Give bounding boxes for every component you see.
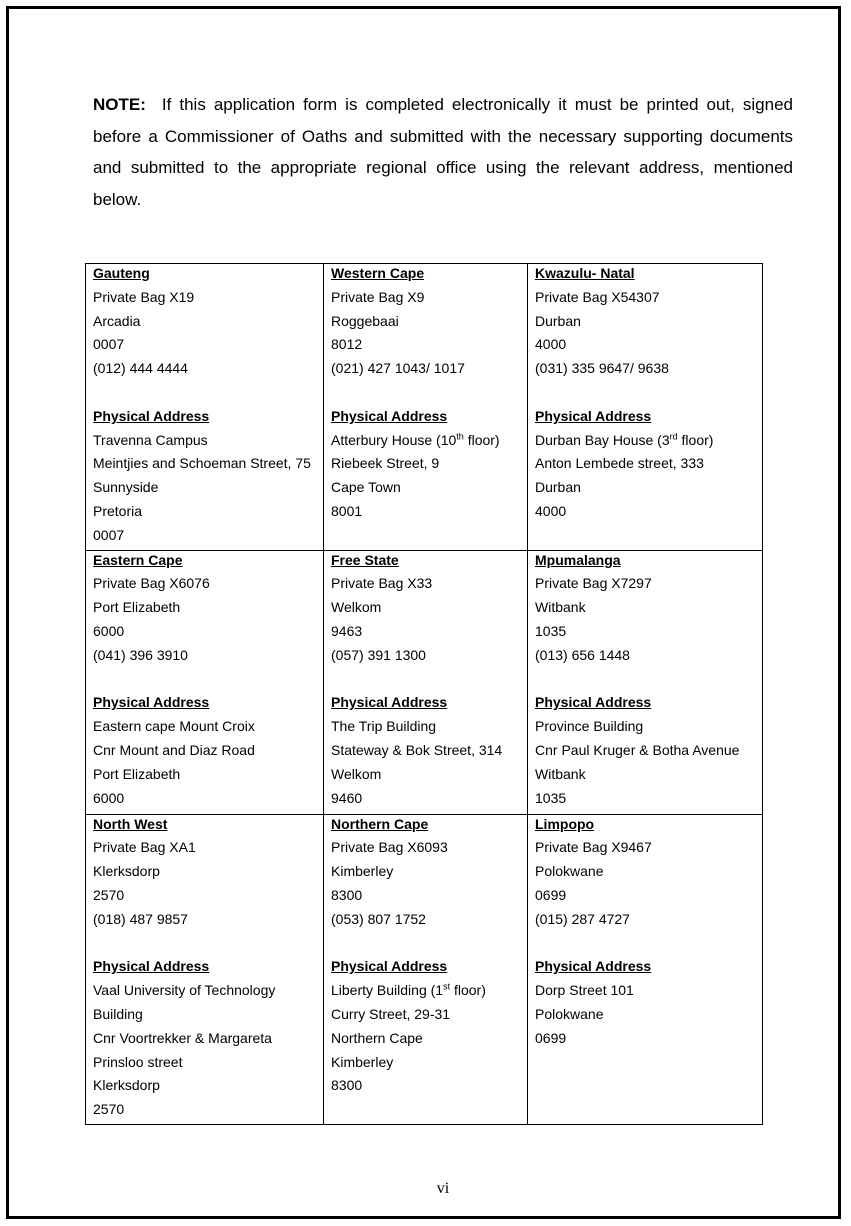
physical-line: The Trip Building [331, 718, 437, 735]
region-name: Kwazulu- Natal [535, 265, 635, 281]
physical-line: Province Building [535, 718, 644, 735]
postal-line: Roggebaai [331, 312, 399, 329]
spacer [93, 934, 323, 958]
postal-line: 0699 [535, 886, 567, 903]
physical-line: Klerksdorp [93, 1077, 160, 1094]
physical-address-heading: Physical Address [331, 694, 448, 711]
physical-line: Stateway & Bok Street, 314 [331, 741, 503, 758]
spacer [93, 383, 323, 407]
spacer [535, 934, 762, 958]
physical-line-text-after: floor) [677, 431, 714, 448]
postal-line: Private Bag XA1 [93, 839, 196, 856]
physical-line: Polokwane [535, 1005, 604, 1022]
physical-address-heading: Physical Address [331, 958, 448, 975]
postal-line: Welkom [331, 599, 382, 616]
spacer [535, 383, 762, 407]
physical-line [331, 431, 527, 455]
region-cell-western-cape [324, 264, 528, 551]
postal-line: (012) 444 4444 [93, 360, 188, 377]
ordinal-suffix: st [443, 981, 451, 992]
postal-line: 1035 [535, 622, 567, 639]
physical-line-text-after: floor) [463, 431, 500, 448]
physical-line: Meintjies and Schoeman Street, 75 [93, 455, 311, 472]
postal-line: Private Bag X9 [331, 288, 425, 305]
postal-line: 2570 [93, 886, 125, 903]
page-number: vi [436, 1180, 450, 1197]
physical-line: 8300 [331, 1077, 363, 1094]
region-cell-gauteng [86, 264, 324, 551]
physical-line: 0007 [93, 526, 125, 543]
physical-line: 4000 [535, 502, 567, 519]
postal-line: Klerksdorp [93, 863, 160, 880]
note-label: NOTE: [93, 95, 146, 114]
physical-line: Durban [535, 479, 581, 496]
postal-line: 8012 [331, 336, 363, 353]
postal-line: Kimberley [331, 863, 394, 880]
region-name: North West [93, 815, 168, 832]
postal-line: 0007 [93, 336, 125, 353]
physical-line: Northern Cape [331, 1029, 423, 1046]
note-text: If this application form is completed electronically it must be printed out, signed before a Commissioner of Oaths and submitted with the necessary supporting documents and submitted to the appropriate regional office using the relevant address, mentioned below. [93, 95, 793, 210]
postal-line: Durban [535, 312, 581, 329]
physical-line: Travenna Campus [93, 431, 208, 448]
postal-line: (057) 391 1300 [331, 646, 426, 663]
region-name: Gauteng [93, 265, 150, 281]
physical-line [331, 981, 527, 1005]
physical-line: 8001 [331, 502, 363, 519]
physical-line-text: Liberty Building (1 [331, 982, 444, 999]
physical-line: Pretoria [93, 502, 143, 519]
physical-address-heading: Physical Address [331, 407, 448, 424]
physical-line: Cape Town [331, 479, 401, 496]
region-name: Free State [331, 551, 399, 568]
physical-line: Eastern cape Mount Croix [93, 718, 255, 735]
physical-line: Welkom [331, 765, 382, 782]
physical-address-heading: Physical Address [93, 958, 210, 975]
physical-line-text: Atterbury House (10 [331, 431, 457, 448]
region-cell-north-west [86, 814, 324, 1124]
postal-line: (018) 487 9857 [93, 910, 188, 927]
postal-line: Private Bag X33 [331, 575, 433, 592]
region-cell-eastern-cape [86, 550, 324, 814]
note-paragraph [93, 89, 793, 216]
postal-line: 4000 [535, 336, 567, 353]
physical-line: Dorp Street 101 [535, 982, 634, 999]
spacer [331, 670, 527, 694]
physical-line: Cnr Voortrekker & Margareta [93, 1029, 272, 1046]
region-cell-kwazulu-natal [528, 264, 763, 551]
physical-line: Prinsloo street [93, 1053, 183, 1070]
physical-line: Anton Lembede street, 333 [535, 455, 704, 472]
physical-line: Cnr Paul Kruger & Botha Avenue [535, 741, 740, 758]
postal-line: (031) 335 9647/ 9638 [535, 360, 669, 377]
postal-line: (013) 656 1448 [535, 646, 630, 663]
postal-line: (053) 807 1752 [331, 910, 426, 927]
postal-line: Private Bag X7297 [535, 575, 652, 592]
physical-line: Curry Street, 29-31 [331, 1005, 451, 1022]
postal-line: 9463 [331, 622, 363, 639]
region-name: Northern Cape [331, 815, 429, 832]
physical-address-heading: Physical Address [535, 407, 652, 424]
postal-line: 8300 [331, 886, 363, 903]
spacer [535, 670, 762, 694]
postal-line: (041) 396 3910 [93, 646, 188, 663]
physical-line: Witbank [535, 765, 586, 782]
region-cell-limpopo [528, 814, 763, 1124]
spacer [93, 670, 323, 694]
postal-line: Arcadia [93, 312, 141, 329]
table-row [86, 814, 763, 1124]
ordinal-suffix: rd [669, 430, 678, 441]
region-name: Limpopo [535, 815, 595, 832]
physical-line: 1035 [535, 789, 567, 806]
postal-line: Private Bag X9467 [535, 839, 652, 856]
postal-line: Private Bag X19 [93, 288, 195, 305]
region-name: Mpumalanga [535, 551, 621, 568]
spacer [331, 934, 527, 958]
physical-line: Kimberley [331, 1053, 394, 1070]
physical-address-heading: Physical Address [535, 694, 652, 711]
postal-line: (021) 427 1043/ 1017 [331, 360, 465, 377]
region-cell-mpumalanga [528, 550, 763, 814]
physical-line [535, 431, 762, 455]
physical-line: 0699 [535, 1029, 567, 1046]
region-name: Eastern Cape [93, 551, 183, 568]
physical-line: Sunnyside [93, 479, 159, 496]
physical-address-heading: Physical Address [535, 958, 652, 975]
physical-line: 9460 [331, 789, 363, 806]
physical-line: Vaal University of Technology [93, 982, 276, 999]
physical-line-text-after: floor) [450, 982, 486, 999]
physical-line: Riebeek Street, 9 [331, 455, 440, 472]
physical-address-heading: Physical Address [93, 407, 210, 424]
physical-line: Cnr Mount and Diaz Road [93, 741, 255, 758]
physical-address-heading: Physical Address [93, 694, 210, 711]
physical-line-text: Durban Bay House (3 [535, 431, 670, 448]
postal-line: (015) 287 4727 [535, 910, 630, 927]
region-cell-northern-cape [324, 814, 528, 1124]
region-name: Western Cape [331, 265, 425, 281]
postal-line: Polokwane [535, 863, 604, 880]
region-cell-free-state [324, 550, 528, 814]
ordinal-suffix: th [456, 430, 464, 441]
postal-line: Private Bag X54307 [535, 288, 660, 305]
postal-line: Private Bag X6076 [93, 575, 210, 592]
postal-line: 6000 [93, 622, 125, 639]
physical-line: 2570 [93, 1101, 125, 1118]
physical-line: 6000 [93, 789, 125, 806]
table-row [86, 264, 763, 551]
postal-line: Witbank [535, 599, 586, 616]
spacer [331, 383, 527, 407]
postal-line: Port Elizabeth [93, 599, 181, 616]
table-row [86, 550, 763, 814]
physical-line: Building [93, 1005, 143, 1022]
regional-offices-table [85, 263, 763, 1125]
postal-line: Private Bag X6093 [331, 839, 448, 856]
physical-line: Port Elizabeth [93, 765, 181, 782]
